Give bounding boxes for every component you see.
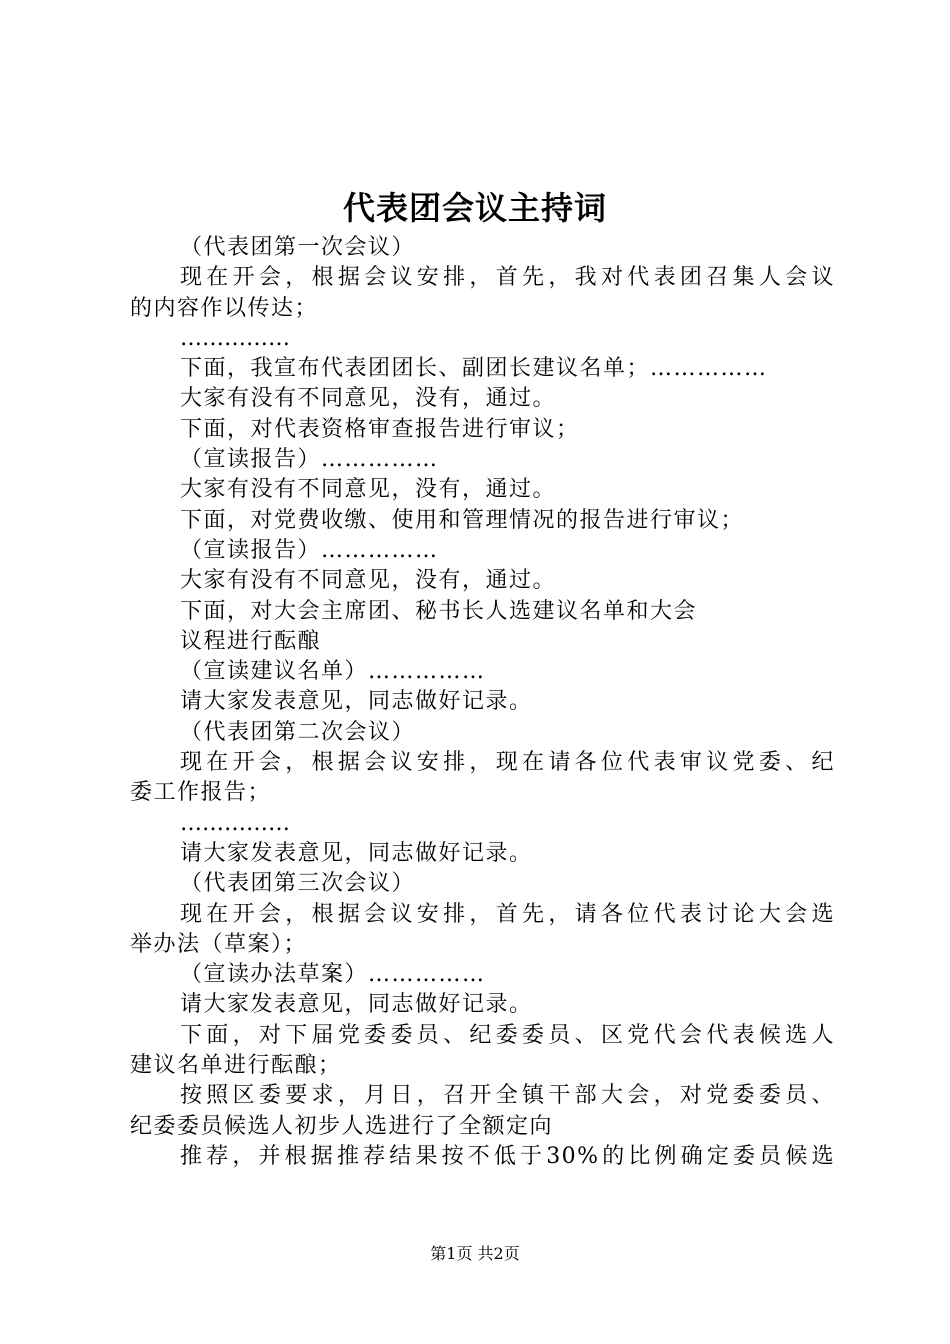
body-line: 现在开会，根据会议安排，现在请各位代表审议党委、纪 (180, 750, 835, 776)
page-footer: 第1页 共2页 (430, 1244, 520, 1263)
body-line: 请大家发表意见，同志做好记录。 (180, 840, 533, 866)
body-line: 下面，对代表资格审查报告进行审议； (180, 416, 580, 442)
body-line: 按照区委要求，月日，召开全镇干部大会，对党委委员、 (180, 1083, 835, 1109)
body-line: 推荐，并根据推荐结果按不低于30%的比例确定委员候选 (180, 1143, 835, 1169)
body-line: 纪委委员候选人初步人选进行了全额定向 (130, 1113, 554, 1139)
body-line: （代表团第一次会议） (180, 235, 416, 260)
body-line: 的内容作以传达； (130, 295, 319, 321)
body-line: （宣读报告）…………… (180, 537, 439, 563)
body-line: 举办法（草案）； (130, 931, 308, 957)
body-line: 大家有没有不同意见，没有，通过。 (180, 386, 557, 412)
body-line: 请大家发表意见，同志做好记录。 (180, 689, 533, 715)
body-line: 下面，对下届党委委员、纪委委员、区党代会代表候选人 (180, 1022, 835, 1048)
body-line: 大家有没有不同意见，没有，通过。 (180, 477, 557, 503)
body-line: …………… (180, 325, 290, 351)
body-line: （代表团第二次会议） (180, 719, 416, 745)
body-line: 委工作报告； (130, 780, 272, 806)
document-title: 代表团会议主持词 (342, 189, 607, 227)
body-line: 议程进行酝酿 (180, 628, 322, 654)
body-line: 现在开会，根据会议安排，首先，请各位代表讨论大会选 (180, 901, 835, 927)
body-line: 下面，对大会主席团、秘书长人选建议名单和大会 (180, 598, 698, 624)
body-line: 现在开会，根据会议安排，首先，我对代表团召集人会议 (180, 265, 835, 291)
body-line: …………… (180, 810, 290, 836)
body-line: （宣读建议名单）…………… (180, 659, 486, 685)
body-line: 大家有没有不同意见，没有，通过。 (180, 568, 557, 594)
body-line: 建议名单进行酝酿； (130, 1053, 342, 1079)
body-line: （宣读报告）…………… (180, 447, 439, 473)
body-line: 请大家发表意见，同志做好记录。 (180, 992, 533, 1018)
body-line: （代表团第三次会议） (180, 871, 416, 897)
body-line: （宣读办法草案）…………… (180, 962, 486, 988)
body-line: 下面，对党费收缴、使用和管理情况的报告进行审议； (180, 507, 745, 533)
body-line: 下面，我宣布代表团团长、副团长建议名单；…………… (180, 356, 768, 382)
document-body (130, 233, 835, 1172)
